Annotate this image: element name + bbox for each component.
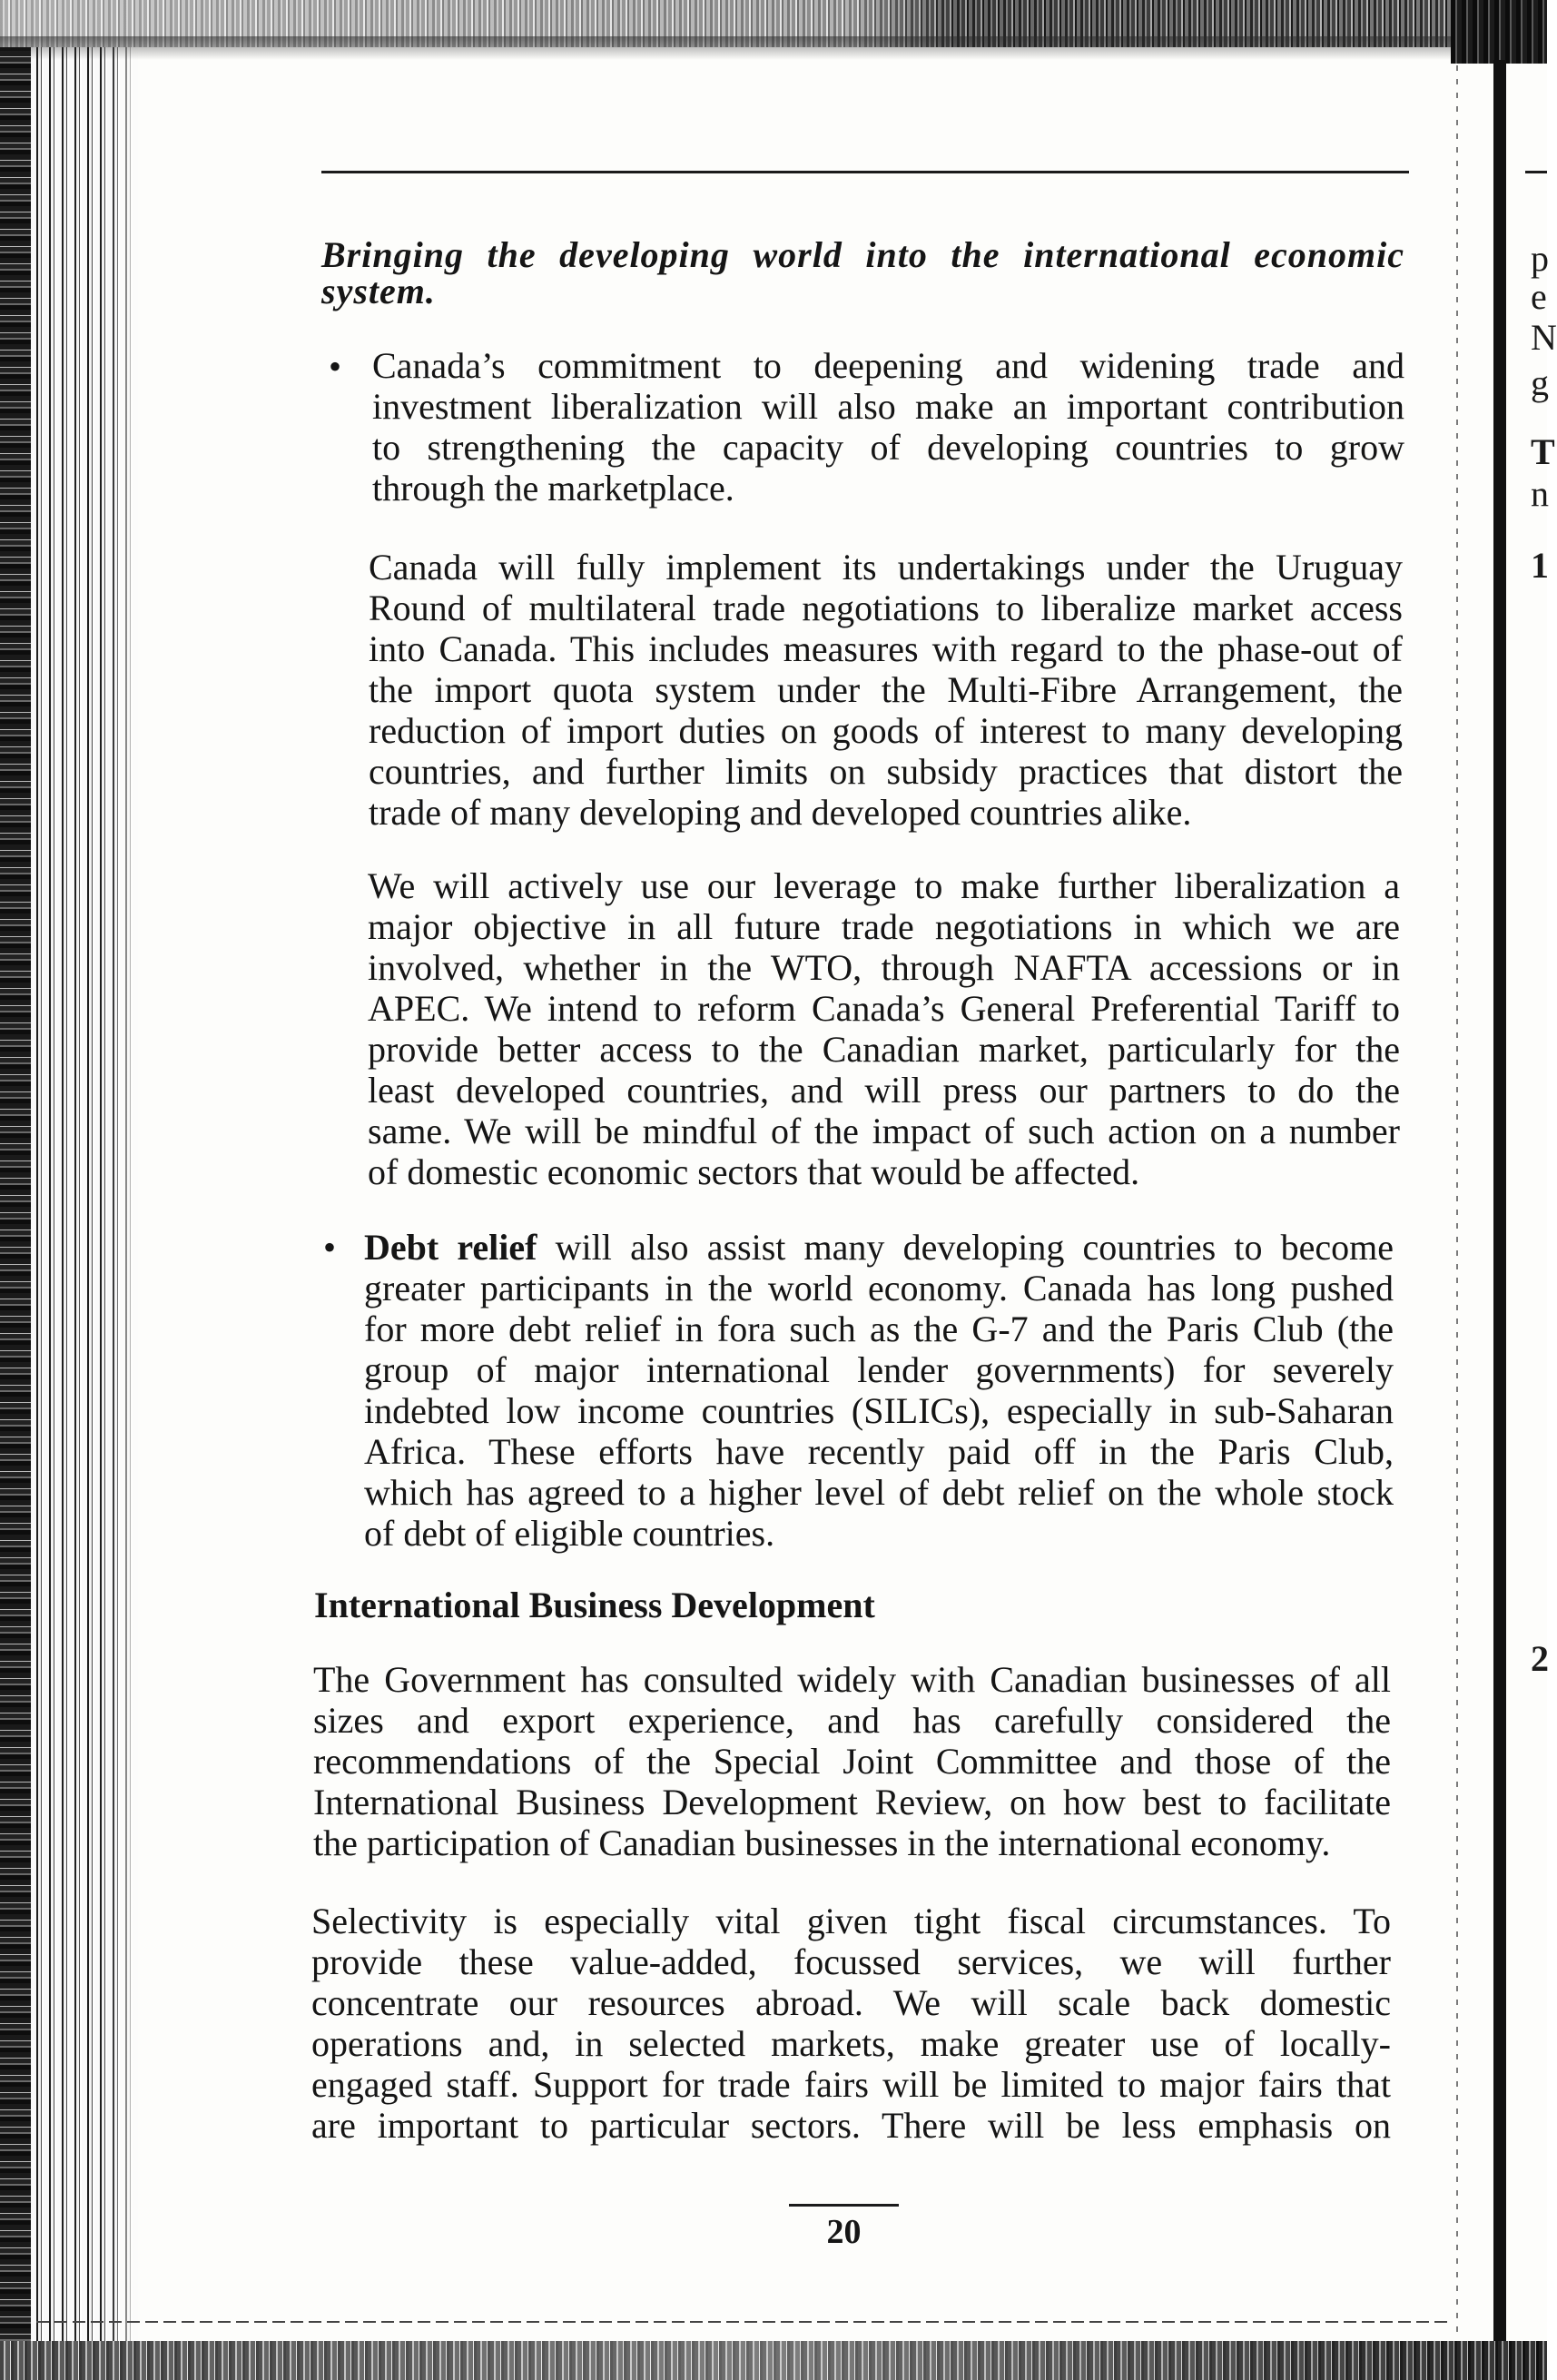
text-line: Bringing the developing world into the international economic xyxy=(321,234,1404,275)
facing-page-fragment: N xyxy=(1531,317,1557,358)
text-line: which has agreed to a higher level of debt relief on the whole stock xyxy=(364,1472,1394,1513)
text-line: engaged staff. Support for trade fairs will be limited to major fairs that xyxy=(311,2064,1391,2105)
paragraph-consultation xyxy=(313,1659,1391,1863)
text-line: concentrate our resources abroad. We will scale back domestic xyxy=(311,1982,1391,2023)
text-line: trade of many developing and developed countries alike. xyxy=(369,792,1192,833)
text-line: group of major international lender governments) for severely xyxy=(364,1349,1394,1390)
scan-noise-top-right xyxy=(1451,0,1547,64)
page-number-rule xyxy=(789,2204,899,2207)
facing-page-fragment: 1 xyxy=(1531,545,1549,586)
page-edge-bottom xyxy=(36,2321,1453,2323)
bullet-marker: • xyxy=(323,1227,337,1268)
text-line: of domestic economic sectors that would be affected. xyxy=(368,1151,1140,1192)
text-line: same. We will be mindful of the impact of such action on a number xyxy=(368,1111,1400,1151)
text-line: Round of multilateral trade negotiations to liberalize market access xyxy=(369,588,1403,628)
text-line: indebted low income countries (SILICs), especially in sub-Saharan xyxy=(364,1390,1394,1431)
text-line: into Canada. This includes measures with regard to the phase-out of xyxy=(369,628,1403,669)
facing-page-fragment: g xyxy=(1531,362,1549,403)
text-line: provide these value-added, focussed services, we will further xyxy=(311,1941,1391,1982)
page-edge-right xyxy=(1456,65,1458,2340)
scan-noise-bottom xyxy=(0,2341,1547,2380)
subheading-international-business-development: International Business Development xyxy=(314,1585,875,1625)
page-curve-shadow-top xyxy=(0,36,1547,60)
text-line: recommendations of the Special Joint Committee and those of the xyxy=(313,1741,1391,1782)
text-line: major objective in all future trade negotiations in which we are xyxy=(368,906,1400,947)
bullet-marker: • xyxy=(329,346,342,387)
text-line: least developed countries, and will press our partners to do the xyxy=(368,1070,1400,1111)
text-line: the import quota system under the Multi-Fibre Arrangement, the xyxy=(369,669,1403,710)
text-line: reduction of import duties on goods of interest to many developing xyxy=(369,710,1403,751)
text-line: for more debt relief in fora such as the G-7 and the Paris Club (the xyxy=(364,1309,1394,1349)
debt-relief-lead: Debt relief xyxy=(364,1227,537,1268)
bullet-debt-relief xyxy=(364,1227,1394,1554)
text-line: The Government has consulted widely with Canadian businesses of all xyxy=(313,1659,1391,1700)
text-line: operations and, in selected markets, make greater use of locally- xyxy=(311,2023,1391,2064)
text-line: of debt of eligible countries. xyxy=(364,1513,775,1554)
paragraph-uruguay-round xyxy=(369,547,1403,833)
paragraph-leverage xyxy=(368,865,1400,1192)
text-line: the participation of Canadian businesses in the international economy. xyxy=(313,1822,1331,1863)
text-line: Selectivity is especially vital given tight fiscal circumstances. To xyxy=(311,1901,1391,1941)
text-line: to strengthening the capacity of developing countries to grow xyxy=(372,427,1404,468)
text-line-run: will also assist many developing countries to become xyxy=(555,1227,1394,1268)
page-number: 20 xyxy=(826,2213,862,2251)
paragraph-selectivity xyxy=(311,1901,1391,2146)
text-line: Canada will fully implement its undertakings under the Uruguay xyxy=(369,547,1403,588)
facing-page-fragment: T xyxy=(1531,431,1555,472)
book-gutter-shadow xyxy=(1493,60,1506,2357)
facing-page-fragment: p xyxy=(1531,238,1549,279)
facing-page-fragment: 2 xyxy=(1531,1638,1549,1679)
text-line: countries, and further limits on subsidy practices that distort the xyxy=(369,751,1403,792)
text-line: involved, whether in the WTO, through NAFTA accessions or in xyxy=(368,947,1400,988)
section-heading xyxy=(321,234,1404,311)
text-line: APEC. We intend to reform Canada’s General Preferential Tariff to xyxy=(368,988,1400,1029)
binding-shadow-left xyxy=(0,0,31,2380)
facing-page-fragment: n xyxy=(1531,473,1549,514)
text-line xyxy=(364,1227,1394,1268)
text-line: are important to particular sectors. There will be less emphasis on xyxy=(311,2105,1391,2146)
page-stack-fade xyxy=(109,44,145,2343)
header-rule xyxy=(321,171,1409,173)
text-line: system. xyxy=(321,271,436,311)
text-line: provide better access to the Canadian market, particularly for the xyxy=(368,1029,1400,1070)
text-line: Africa. These efforts have recently paid off in the Paris Club, xyxy=(364,1431,1394,1472)
text-line: through the marketplace. xyxy=(372,468,734,509)
facing-page-rule xyxy=(1525,171,1547,173)
text-line: International Business Development Review, on how best to facilitate xyxy=(313,1782,1391,1822)
facing-page-fragment: e xyxy=(1531,276,1547,317)
text-line: investment liberalization will also make an important contribution xyxy=(372,386,1404,427)
text-line: sizes and export experience, and has carefully considered the xyxy=(313,1700,1391,1741)
text-line: We will actively use our leverage to make further liberalization a xyxy=(368,865,1400,906)
text-line: greater participants in the world economy. Canada has long pushed xyxy=(364,1268,1394,1309)
bullet-trade-liberalization xyxy=(372,345,1404,509)
text-line: Canada’s commitment to deepening and widening trade and xyxy=(372,345,1404,386)
